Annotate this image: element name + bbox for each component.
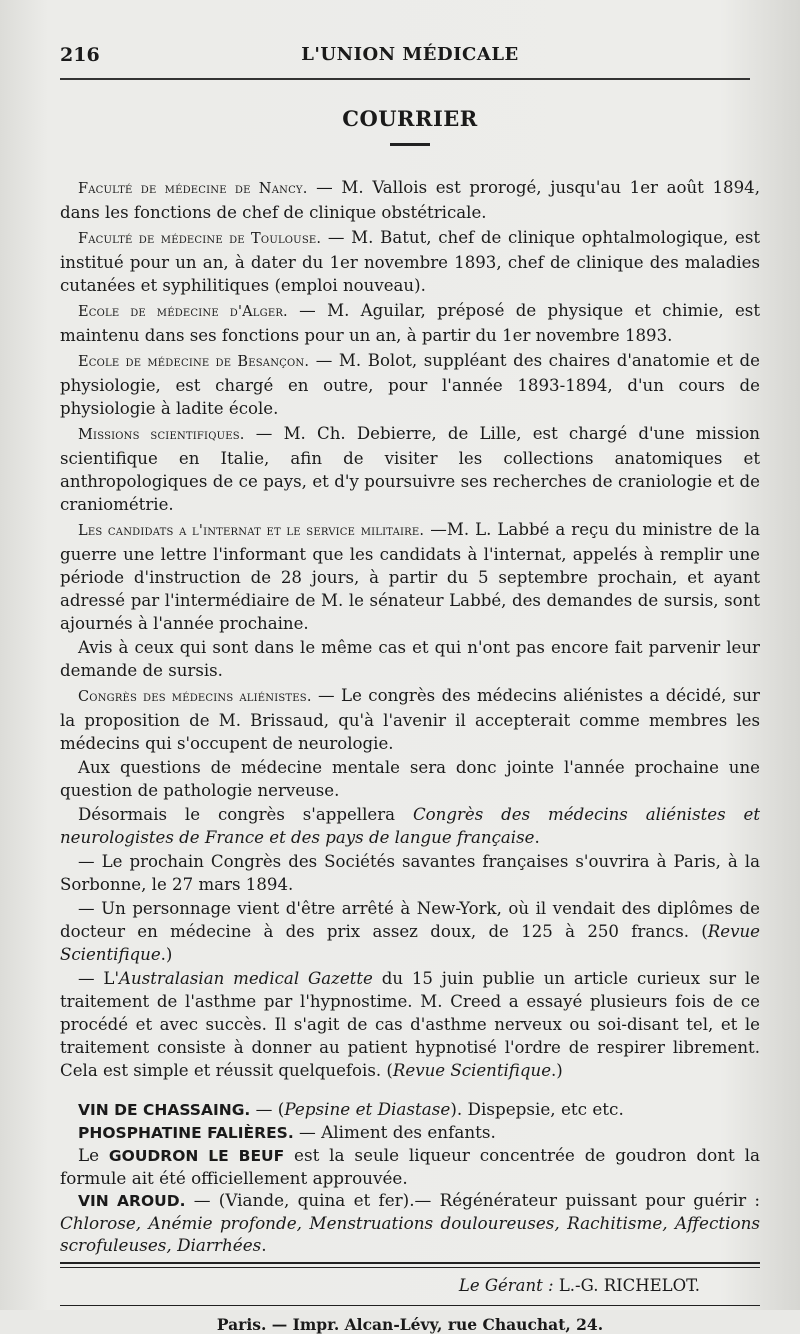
entry-label: Faculté de médecine de Nancy. — [78, 181, 308, 197]
article-body — [60, 176, 760, 1082]
entry-label: Ecole de médecine d'Alger. — [78, 304, 288, 320]
ad-brand: VIN DE CHASSAING. — [78, 1101, 251, 1119]
congress-name: Congrès des médecins aliénistes et neurologistes de France et des pays de langue française — [60, 805, 760, 847]
section-title: COURRIER — [342, 106, 478, 131]
paragraph-congres — [60, 684, 760, 755]
text-run: du 15 juin publie un article curieux sur le traitement de l'asthme par l'hypnostime. M. Creed a essayé plusieurs fois de ce procédé et avec succès. Il s'agit de cas d'asthme nerveux ou soi-disant tel, et le traitement consiste à donner au patient hypnotisé l'ordre de respirer librement. Cela est simple et réussit quelquefois. ( — [60, 969, 761, 1080]
running-title: L'UNION MÉDICALE — [301, 44, 519, 65]
entry-text: — M. Aguilar, préposé de physique et chimie, est maintenu dans ses fonctions pour un an, à partir du 1er novembre 1893. — [60, 301, 760, 345]
text-run: — L' — [78, 969, 120, 988]
ad-brand: VIN AROUD. — [78, 1192, 186, 1210]
advertisements — [60, 1098, 760, 1256]
footer-rule — [60, 1305, 760, 1306]
entry-text: — M. Bolot, suppléant des chaires d'anatomie et de physiologie, est chargé en outre, pour l'année 1893-1894, d'un cours de physiologie à ladite école. — [60, 351, 760, 418]
paragraph-besancon — [60, 349, 760, 420]
header-rule — [60, 78, 750, 80]
page-header — [60, 28, 760, 68]
paragraph-internat — [60, 518, 760, 635]
ad-brand: PHOSPHATINE FALIÈRES. — [78, 1124, 294, 1142]
ad-chassaing — [60, 1098, 760, 1121]
paragraph-desormais — [60, 803, 760, 849]
source-citation: Revue Scientifique — [60, 922, 760, 964]
text-run: — Aliment des enfants. — [293, 1122, 496, 1142]
paragraph-societes: — Le prochain Congrès des Sociétés savantes françaises s'ouvrira à Paris, à la Sorbonne, le 27 mars 1894. — [60, 852, 760, 894]
text-run: . — [534, 828, 540, 847]
title-rule — [390, 143, 430, 146]
ad-goudron — [60, 1144, 760, 1189]
paragraph-alger — [60, 299, 760, 347]
page-number: 216 — [60, 44, 100, 66]
ad-aroud — [60, 1189, 760, 1256]
text-run: .) — [160, 945, 173, 964]
entry-text: —M. L. Labbé a reçu du ministre de la guerre une lettre l'informant que les candidats à l'internat, appelés à remplir une période d'instruction de 28 jours, à partir du 5 septembre prochain, et ayant adressé par l'intermédiaire de M. le sénateur Labbé, des demandes de sursis, sont ajournés à l'année prochaine. — [60, 520, 760, 633]
entry-label: Ecole de médecine de Besançon. — [78, 354, 310, 370]
signature-label: Le Gérant : — [458, 1276, 559, 1295]
entry-text: — M. Batut, chef de clinique ophtalmologique, est institué pour un an, à dater du 1er novembre 1893, chef de clinique des maladies cutanées et syphilitiques (emploi nouveau). — [60, 228, 761, 295]
paragraph-questions: Aux questions de médecine mentale sera donc jointe l'année prochaine une question de pathologie nerveuse. — [60, 758, 760, 800]
entry-label: Missions scientifiques. — [78, 427, 245, 443]
source-citation: Revue Scientifique — [392, 1061, 552, 1080]
entry-label: Faculté de médecine de Toulouse. — [78, 231, 322, 247]
ad-brand: GOUDRON LE BEUF — [108, 1147, 285, 1165]
text-run: .) — [551, 1061, 563, 1080]
text-run: . — [261, 1235, 267, 1255]
text-run: — (Viande, quina et fer).— Régénérateur puissant pour guérir : — [185, 1190, 760, 1210]
text-run: Désormais le congrès s'appellera — [78, 805, 413, 824]
entry-text: — M. Vallois est prorogé, jusqu'au 1er août 1894, dans les fonctions de chef de clinique obstétricale. — [60, 178, 760, 222]
paragraph-asthme — [60, 967, 760, 1082]
ads-rule — [60, 1262, 760, 1268]
signature — [60, 1276, 700, 1295]
paragraph-nancy — [60, 176, 760, 224]
signature-name: L.-G. RICHELOT. — [558, 1276, 700, 1295]
entry-label: Congrès des médecins aliénistes. — [78, 689, 312, 705]
ad-italic: Pepsine et Diastase — [284, 1099, 451, 1119]
paragraph-avis: Avis à ceux qui sont dans le même cas et qui n'ont pas encore fait parvenir leur demande de sursis. — [60, 638, 760, 680]
paragraph-newyork — [60, 897, 760, 966]
text-run: est la seule liqueur concentrée de goudron dont la formule ait été officiellement approuvée. — [60, 1145, 760, 1188]
text-run: ). Dispepsie, etc etc. — [450, 1099, 624, 1119]
entry-text: — Le congrès des médecins aliénistes a décidé, sur la proposition de M. Brissaud, qu'à l'avenir il accepterait comme membres les médecins qui s'occupent de neurologie. — [60, 686, 760, 753]
paragraph-missions — [60, 422, 760, 516]
text-run: Le — [78, 1145, 109, 1165]
journal-name: Australasian medical Gazette — [119, 969, 373, 988]
paragraph-toulouse — [60, 226, 760, 297]
text-run: — ( — [250, 1099, 285, 1119]
ad-italic: Chlorose, Anémie profonde, Menstruations douloureuses, Rachitisme, Affections scrofuleuses, Diarrhées — [60, 1213, 760, 1255]
ad-phosphatine — [60, 1121, 760, 1144]
imprint: Paris. — Impr. Alcan-Lévy, rue Chauchat, 24. — [216, 1315, 604, 1334]
entry-text: — M. Ch. Debierre, de Lille, est chargé d'une mission scientifique en Italie, afin de visiter les collections anatomiques et anthropologiques de ce pays, et d'y poursuivre ses recherches de craniologie et de craniométrie. — [60, 424, 760, 514]
entry-label: Les candidats a l'internat et le service militaire. — [78, 523, 425, 539]
text-run: — Un personnage vient d'être arrêté à New-York, où il vendait des diplômes de docteur en médecine à des prix assez doux, de 125 à 250 francs. ( — [60, 899, 760, 941]
